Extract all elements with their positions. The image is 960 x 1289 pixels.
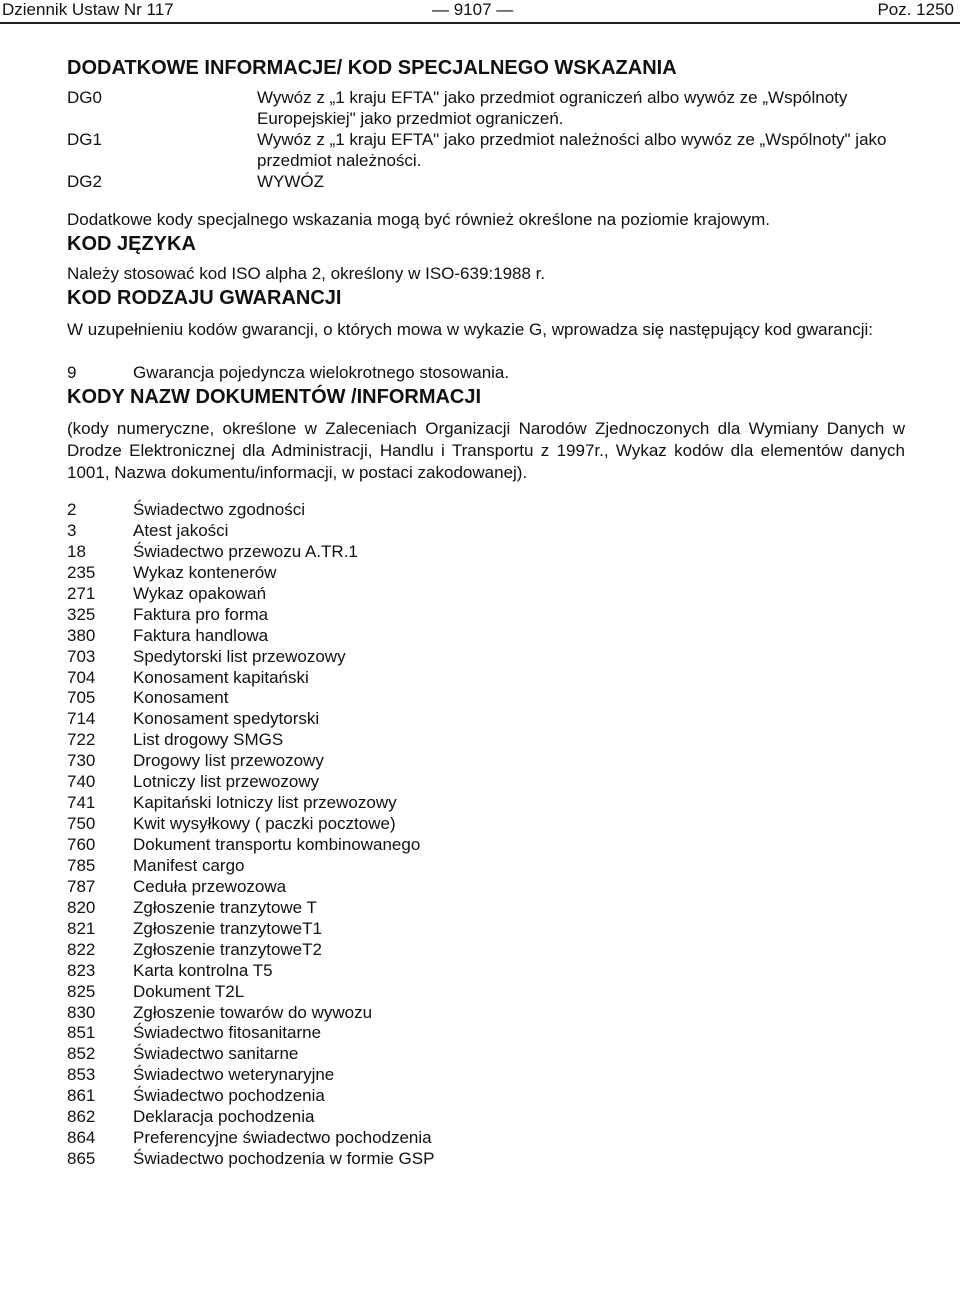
document-code: 862 bbox=[67, 1107, 96, 1127]
document-label: Świadectwo pochodzenia bbox=[133, 1086, 325, 1106]
document-label: Kapitański lotniczy list przewozowy bbox=[133, 793, 397, 813]
list-item bbox=[67, 793, 905, 814]
document-code: 730 bbox=[67, 751, 96, 771]
document-code: 703 bbox=[67, 646, 96, 666]
document-code: 820 bbox=[67, 897, 96, 917]
document-code: 851 bbox=[67, 1023, 96, 1043]
document-label: Konosament spedytorski bbox=[133, 709, 320, 729]
list-item bbox=[67, 1128, 905, 1149]
document-label: Świadectwo zgodności bbox=[133, 500, 305, 519]
document-code: 830 bbox=[67, 1002, 96, 1022]
document-code: 825 bbox=[67, 981, 96, 1001]
dg-row bbox=[67, 129, 905, 171]
document-label: Dokument T2L bbox=[133, 981, 245, 1001]
list-item bbox=[67, 605, 905, 626]
document-code: 852 bbox=[67, 1044, 96, 1064]
dg-note: Dodatkowe kody specjalnego wskazania mogą być również określone na poziomie krajowym. bbox=[67, 210, 771, 229]
documents-text: (kody numeryczne, określone w Zaleceniach Organizacji Narodów Zjednoczonych dla Wymiany Danych w Drodze Elektronicznej dla Administracji, Handlu i Transportu z 1997r., Wykaz kodów dla elementów danych 1001, Nazwa dokumentu/informacji, w postaci zakodowanej). bbox=[67, 419, 905, 482]
document-code: 704 bbox=[67, 667, 96, 687]
list-item bbox=[67, 647, 905, 668]
document-code: 865 bbox=[67, 1149, 96, 1169]
document-label: Wykaz opakowań bbox=[133, 583, 267, 603]
document-code: 785 bbox=[67, 855, 96, 875]
document-code: 380 bbox=[67, 625, 96, 645]
document-label: Lotniczy list przewozowy bbox=[133, 772, 320, 792]
list-item bbox=[67, 500, 905, 521]
document-label: Spedytorski list przewozowy bbox=[133, 646, 346, 666]
page-header bbox=[0, 0, 960, 22]
language-section-title: KOD JĘZYKA bbox=[67, 233, 196, 255]
dg-description: Wywóz z „1 kraju EFTA" jako przedmiot ograniczeń albo wywóz ze „Wspólnoty Europejskiej" jako przedmiot ograniczeń. bbox=[257, 88, 848, 128]
document-code: 822 bbox=[67, 939, 96, 959]
document-code: 853 bbox=[67, 1065, 96, 1085]
document-code: 740 bbox=[67, 772, 96, 792]
document-code: 787 bbox=[67, 876, 96, 896]
document-label: List drogowy SMGS bbox=[133, 730, 284, 750]
list-item bbox=[67, 856, 905, 877]
list-item bbox=[67, 1065, 905, 1086]
document-code: 823 bbox=[67, 960, 96, 980]
document-label: Deklaracja pochodzenia bbox=[133, 1107, 315, 1127]
list-item bbox=[67, 730, 905, 751]
document-code: 750 bbox=[67, 814, 96, 834]
journal-title: Dziennik Ustaw Nr 117 bbox=[2, 0, 174, 19]
document-label: Wykaz kontenerów bbox=[133, 562, 277, 582]
document-label: Konosament kapitański bbox=[133, 667, 309, 687]
list-item bbox=[67, 521, 905, 542]
document-label: Manifest cargo bbox=[133, 855, 245, 875]
document-code: 271 bbox=[67, 583, 96, 603]
document-label: Faktura handlowa bbox=[133, 625, 269, 645]
dg-row bbox=[67, 87, 905, 129]
document-label: Dokument transportu kombinowanego bbox=[133, 835, 421, 854]
list-item bbox=[67, 709, 905, 730]
list-item bbox=[67, 961, 905, 982]
document-code: 864 bbox=[67, 1128, 96, 1148]
page-number: — 9107 — bbox=[432, 0, 514, 19]
document-label: Zgłoszenie tranzytoweT1 bbox=[133, 918, 322, 938]
document-code: 722 bbox=[67, 730, 96, 750]
document-label: Drogowy list przewozowy bbox=[133, 751, 324, 771]
document-label: Świadectwo sanitarne bbox=[133, 1044, 299, 1064]
header-divider bbox=[0, 22, 960, 24]
position-number: Poz. 1250 bbox=[877, 0, 954, 19]
guarantee-text: W uzupełnieniu kodów gwarancji, o których mowa w wykazie G, wprowadza się następujący kod gwarancji: bbox=[67, 320, 873, 339]
document-label: Zgłoszenie tranzytoweT2 bbox=[133, 939, 322, 959]
list-item bbox=[67, 814, 905, 835]
list-item bbox=[67, 584, 905, 605]
document-code: 821 bbox=[67, 918, 96, 938]
list-item bbox=[67, 1086, 905, 1107]
list-item bbox=[67, 1023, 905, 1044]
document-label: Zgłoszenie towarów do wywozu bbox=[133, 1002, 373, 1022]
document-code: 705 bbox=[67, 688, 96, 708]
list-item bbox=[67, 940, 905, 961]
document-code: 3 bbox=[67, 520, 77, 540]
document-code: 2 bbox=[67, 500, 77, 519]
document-label: Zgłoszenie tranzytowe T bbox=[133, 897, 317, 917]
document-label: Karta kontrolna T5 bbox=[133, 960, 273, 980]
guarantee-section-title: KOD RODZAJU GWARANCJI bbox=[67, 287, 342, 309]
document-label: Świadectwo weterynaryjne bbox=[133, 1065, 335, 1085]
document-label: Świadectwo pochodzenia w formie GSP bbox=[133, 1149, 435, 1169]
list-item bbox=[67, 772, 905, 793]
dg-description: WYWÓZ bbox=[257, 172, 325, 191]
list-item bbox=[67, 919, 905, 940]
main-title: DODATKOWE INFORMACJE/ KOD SPECJALNEGO WSKAZANIA bbox=[67, 57, 677, 79]
document-code: 760 bbox=[67, 835, 96, 854]
document-code: 741 bbox=[67, 793, 96, 813]
document-code: 235 bbox=[67, 562, 96, 582]
document-label: Ceduła przewozowa bbox=[133, 876, 287, 896]
list-item bbox=[67, 751, 905, 772]
dg-code-table bbox=[67, 87, 905, 192]
document-code: 714 bbox=[67, 709, 96, 729]
list-item bbox=[67, 898, 905, 919]
guarantee-label: Gwarancja pojedyncza wielokrotnego stosowania. bbox=[133, 363, 510, 382]
document-code-list bbox=[67, 500, 905, 1170]
document-label: Konosament bbox=[133, 688, 229, 708]
documents-section-title: KODY NAZW DOKUMENTÓW /INFORMACJI bbox=[67, 386, 482, 408]
list-item bbox=[67, 835, 905, 856]
list-item bbox=[67, 982, 905, 1003]
list-item bbox=[67, 563, 905, 584]
list-item bbox=[67, 1149, 905, 1170]
language-text: Należy stosować kod ISO alpha 2, określony w ISO-639:1988 r. bbox=[67, 264, 546, 283]
list-item bbox=[67, 1107, 905, 1128]
document-body bbox=[67, 55, 905, 1170]
document-label: Świadectwo fitosanitarne bbox=[133, 1023, 322, 1043]
dg-code: DG1 bbox=[67, 130, 102, 149]
document-label: Faktura pro forma bbox=[133, 604, 269, 624]
guarantee-code: 9 bbox=[67, 363, 77, 382]
document-code: 18 bbox=[67, 541, 86, 561]
dg-code: DG0 bbox=[67, 88, 102, 107]
document-label: Preferencyjne świadectwo pochodzenia bbox=[133, 1128, 432, 1148]
list-item bbox=[67, 1003, 905, 1024]
dg-description: Wywóz z „1 kraju EFTA" jako przedmiot należności albo wywóz ze „Wspólnoty" jako przedmiot należności. bbox=[257, 130, 887, 170]
document-code: 861 bbox=[67, 1086, 96, 1106]
list-item bbox=[67, 877, 905, 898]
dg-row bbox=[67, 171, 905, 192]
list-item bbox=[67, 688, 905, 709]
list-item bbox=[67, 668, 905, 689]
document-label: Kwit wysyłkowy ( paczki pocztowe) bbox=[133, 814, 396, 834]
guarantee-code-row bbox=[67, 362, 905, 384]
list-item bbox=[67, 542, 905, 563]
document-code: 325 bbox=[67, 604, 96, 624]
document-label: Atest jakości bbox=[133, 520, 229, 540]
list-item bbox=[67, 1044, 905, 1065]
document-label: Świadectwo przewozu A.TR.1 bbox=[133, 541, 358, 561]
dg-code: DG2 bbox=[67, 172, 102, 191]
list-item bbox=[67, 626, 905, 647]
